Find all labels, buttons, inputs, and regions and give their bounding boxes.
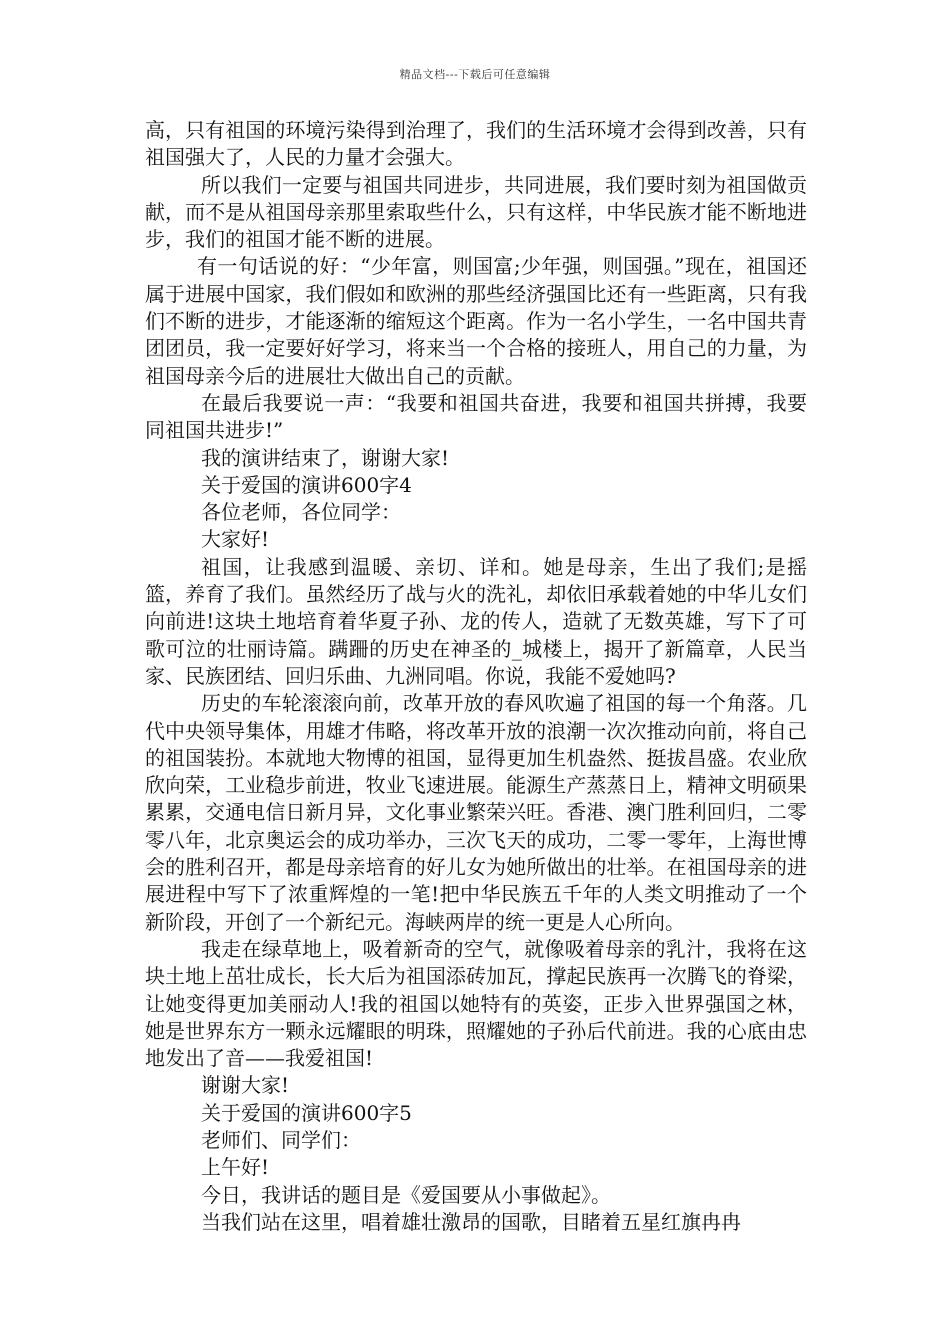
paragraph: 高，只有祖国的环境污染得到治理了，我们的生活环境才会得到改善，只有祖国强大了，人民的力量才会强大。: [145, 118, 807, 170]
paragraph: 祖国，让我感到温暖、亲切、详和。她是母亲，生出了我们;是摇篮，养育了我们。虽然经历了战与火的洗礼，却依旧承载着她的中华儿女们向前进!这块土地培育着华夏子孙、龙的传人，造就了无数英雄，写下了可歌可泣的壮丽诗篇。蹒跚的历史在神圣的_城楼上，揭开了新篇章，人民当家、民族团结、回归乐曲、九洲同唱。你说，我能不爱她吗?: [145, 554, 807, 688]
salutation: 各位老师，各位同学：: [201, 500, 401, 525]
text-line: 我的演讲结束了，谢谢大家!: [201, 445, 450, 470]
paragraph: 所以我们一定要与祖国共同进步，共同进展，我们要时刻为祖国做贡献，而不是从祖国母亲那里索取些什么，只有这样，中华民族才能不断地进步，我们的祖国才能不断的进展。: [145, 172, 807, 252]
paragraph: 我走在绿草地上，吸着新奇的空气，就像吸着母亲的乳汁，我将在这块土地上茁壮成长，长大后为祖国添砖加瓦，撑起民族再一次腾飞的脊梁，让她变得更加美丽动人!我的祖国以她特有的英姿，正步入世界强国之林，她是世界东方一颗永远耀眼的明珠，照耀她的子孙后代前进。我的心底由忠地发出了音——我爱祖国!: [145, 936, 807, 1071]
paragraph: 有一句话说的好：“少年富，则国富;少年强，则国强。”现在，祖国还属于进展中国家，我们假如和欧洲的那些经济强国比还有一些距离，只有我们不断的进步，才能逐渐的缩短这个距离。作为一名小学生，一名中国共青团团员，我一定要好好学习，将来当一个合格的接班人，用自己的力量，为祖国母亲今后的进展壮大做出自己的贡献。: [145, 254, 807, 388]
paragraph: 历史的车轮滚滚向前，改革开放的春风吹遍了祖国的每一个角落。几代中央领导集体，用雄才伟略，将改革开放的浪潮一次次推动向前，将自己的祖国装扮。本就地大物博的祖国，显得更加生机盎然、挺拔昌盛。农业欣欣向荣，工业稳步前进，牧业飞速进展。能源生产蒸蒸日上，精神文明硕果累累，交通电信日新月异，文化事业繁荣兴旺。香港、澳门胜利回归，二零零八年，北京奥运会的成功举办，三次飞天的成功，二零一零年，上海世博会的胜利召开，都是母亲培育的好儿女为她所做出的壮举。在祖国母亲的进展进程中写下了浓重辉煌的一笔!把中华民族五千年的人类文明推动了一个新阶段，开创了一个新纪元。海峡两岸的统一更是人心所向。: [145, 691, 807, 934]
text-line: 谢谢大家!: [201, 1073, 290, 1098]
text-line: 今日，我讲话的题目是《爱国要从小事做起》。: [201, 1182, 611, 1207]
section-heading: 关于爱国的演讲600字4: [201, 472, 412, 497]
salutation: 老师们、同学们：: [201, 1127, 361, 1152]
text-line: 当我们站在这里，唱着雄壮激昂的国歌，目睹着五星红旗冉冉: [201, 1209, 741, 1234]
paragraph: 在最后我要说一声：“我要和祖国共奋进，我要和祖国共拼搏，我要同祖国共进步!”: [145, 390, 807, 443]
section-heading: 关于爱国的演讲600字5: [201, 1100, 412, 1125]
greeting: 大家好!: [201, 527, 270, 552]
page-header: 精品文档---下载后可任意编辑: [399, 68, 551, 81]
greeting: 上午好!: [201, 1155, 270, 1180]
document-body: [145, 117, 807, 1236]
